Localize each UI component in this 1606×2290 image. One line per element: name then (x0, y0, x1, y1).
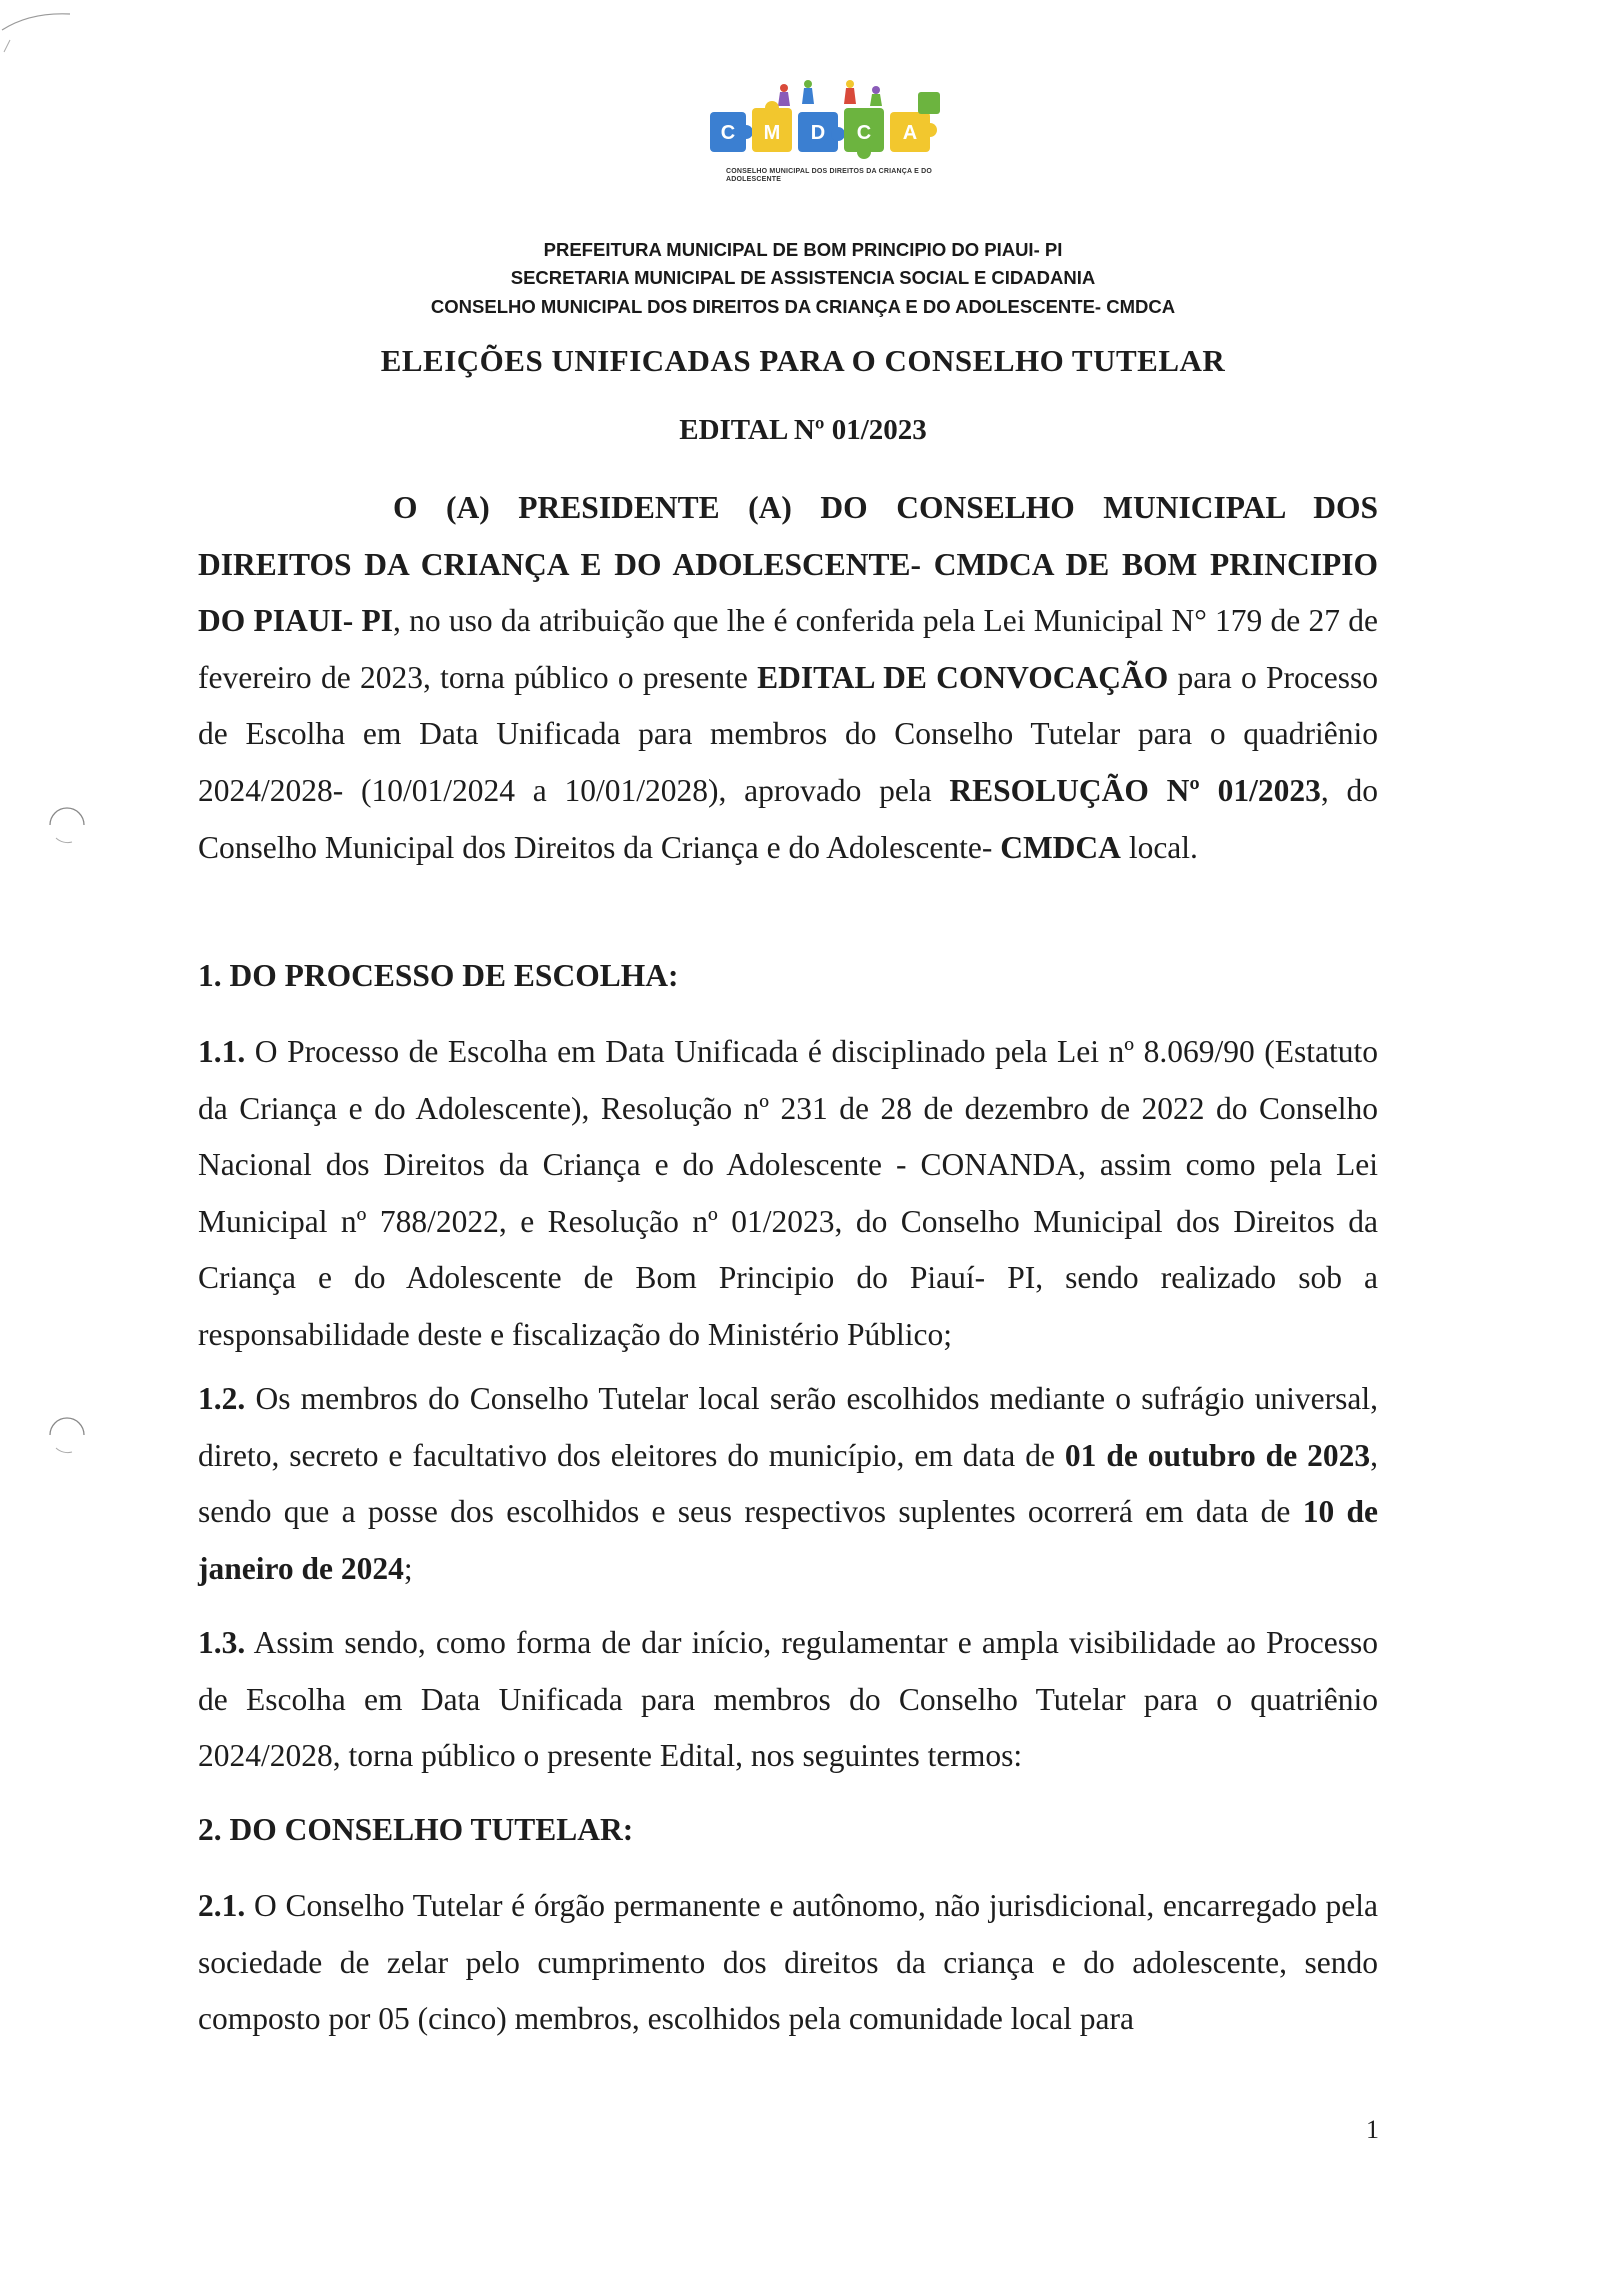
clause-1-2-posse-date: 10 de janeiro de 2024 (198, 1494, 1379, 1586)
header-prefeitura: PREFEITURA MUNICIPAL DE BOM PRINCIPIO DO PIAUI- PI (543, 239, 1063, 260)
punch-hole-top (42, 800, 92, 850)
page-number: 1 (1366, 2115, 1379, 2144)
clause-1-2-text-2: , sendo que a posse dos escolhidos e seus respectivos suplentes ocorrerá em data de (198, 1437, 1378, 1530)
punch-hole-bottom (42, 1410, 92, 1460)
logo-letter-d: D (810, 122, 826, 144)
clause-1-2 (198, 1371, 1378, 1597)
clause-1-3-text: Assim sendo, como forma de dar início, regulamentar e ampla visibilidade ao Processo de Escolha em Data Unificada para membros do Conselho Tutelar para o quatriênio 2024/2028, torna público o presente Edital, nos seguintes termos: (198, 1625, 1378, 1774)
logo-letter-c2: C (856, 122, 872, 144)
intro-paragraph (198, 480, 1378, 876)
intro-bold-edital: EDITAL DE CONVOCAÇÃO (757, 659, 1169, 695)
logo-letter-a: A (902, 122, 918, 144)
intro-text-3: , do Conselho Municipal dos Direitos da Criança e do Adolescente- (198, 772, 1379, 865)
clause-1-2-number: 1.2. (198, 1381, 246, 1416)
pen-mark (0, 0, 120, 60)
intro-text-1: , no uso da atribuição que lhe é conferida pela Lei Municipal N° 179 de 27 de fevereiro de 2023, torna público o presente (198, 603, 1378, 695)
clause-1-2-text-1: Os membros do Conselho Tutelar local serão escolhidos mediante o sufrágio universal, direto, secreto e facultativo dos eleitores do município, em data de (198, 1381, 1378, 1473)
clause-1-1-number: 1.1. (198, 1034, 246, 1069)
logo-caption: CONSELHO MUNICIPAL DOS DIREITOS DA CRIANÇA E DO ADOLESCENTE (726, 168, 933, 183)
document-title: ELEIÇÕES UNIFICADAS PARA O CONSELHO TUTELAR (380, 343, 1226, 378)
clause-1-2-election-date: 01 de outubro de 2023 (1064, 1437, 1371, 1473)
intro-text-2: para o Processo de Escolha em Data Unificada para membros do Conselho Tutelar para o quadriênio 2024/2028- (10/01/2024 a 10/01/2028), aprovado pela (198, 659, 1378, 808)
clause-1-3 (198, 1615, 1378, 1785)
clause-2-1-text: O Conselho Tutelar é órgão permanente e autônomo, não jurisdicional, encarregado pela sociedade de zelar pelo cumprimento dos direitos da criança e do adolescente, sendo composto por 05 (cinco) membros, escolhidos pela comunidade local para (198, 1888, 1378, 2037)
clause-1-1-text: O Processo de Escolha em Data Unificada é disciplinado pela Lei nº 8.069/90 (Estatuto da Criança e do Adolescente), Resolução nº 231 de 28 de dezembro de 2022 do Conselho Nacional dos Direitos da Criança e do Adolescente - CONANDA, assim como pela Lei Municipal nº 788/2022, e Resolução nº 01/2023, do Conselho Municipal dos Direitos da Criança e do Adolescente de Bom Principio do Piauí- PI, sendo realizado sob a responsabilidade deste e fiscalização do Ministério Público; (198, 1034, 1378, 1352)
section-1-heading: 1. DO PROCESSO DE ESCOLHA: (198, 958, 679, 993)
intro-bold-resolucao: RESOLUÇÃO Nº 01/2023 (949, 772, 1321, 808)
edital-number: EDITAL Nº 01/2023 (679, 414, 927, 446)
header-conselho: CONSELHO MUNICIPAL DOS DIREITOS DA CRIANÇA E DO ADOLESCENTE- CMDCA (430, 296, 1176, 317)
clause-1-2-text-3: ; (403, 1550, 413, 1586)
children-figures-icon (778, 80, 882, 106)
clause-2-1 (198, 1878, 1378, 2048)
logo-letter-m: M (763, 122, 781, 144)
header-secretaria: SECRETARIA MUNICIPAL DE ASSISTENCIA SOCIAL E CIDADANIA (510, 267, 1096, 288)
intro-bold-cmdca: CMDCA (1000, 829, 1121, 865)
intro-text-4: local. (1120, 829, 1198, 865)
clause-2-1-number: 2.1. (198, 1888, 246, 1923)
clause-1-3-number: 1.3. (198, 1625, 246, 1660)
section-2-heading: 2. DO CONSELHO TUTELAR: (198, 1812, 634, 1847)
intro-bold-presidente: O (A) PRESIDENTE (A) DO CONSELHO MUNICIPAL DOS DIREITOS DA CRIANÇA E DO ADOLESCENTE- CMDCA DE BOM PRINCIPIO DO PIAUI- PI (198, 490, 1378, 639)
clause-1-1 (198, 1024, 1378, 1364)
logo-letter-c: C (720, 122, 736, 144)
